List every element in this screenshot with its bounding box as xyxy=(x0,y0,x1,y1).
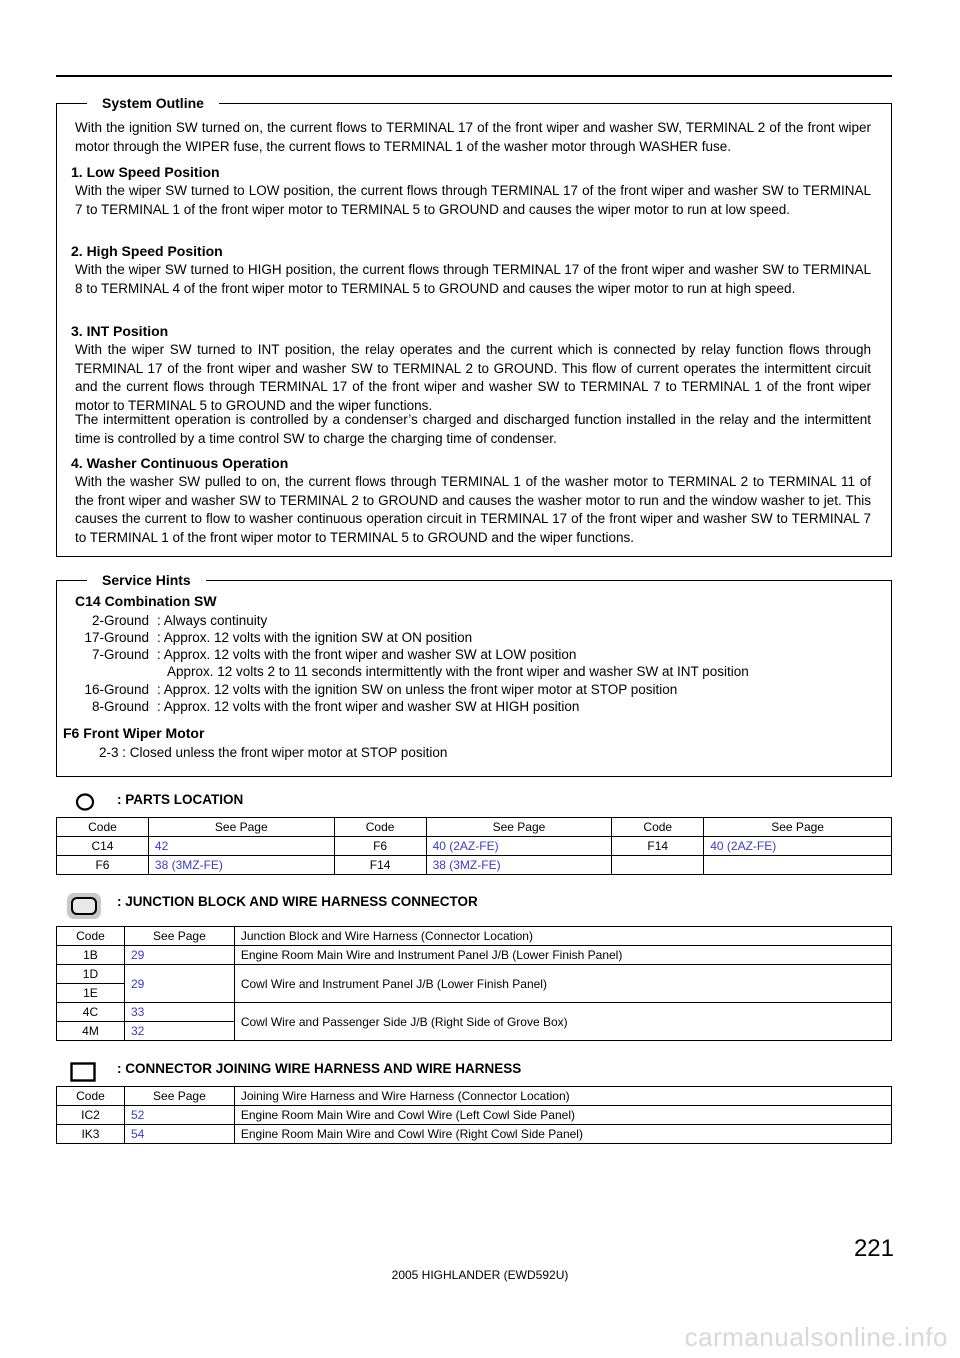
low-speed-heading: 1. Low Speed Position xyxy=(71,164,220,180)
code-cell: 1E xyxy=(57,984,125,1003)
header-code: Code xyxy=(57,927,125,946)
code-cell: IC2 xyxy=(57,1106,125,1125)
hint-term: 16-Ground xyxy=(84,682,149,697)
hint-text: Approx. 12 volts 2 to 11 seconds intermittently with the front wiper and washer SW at INT position xyxy=(167,664,749,679)
top-rule xyxy=(56,75,892,77)
hint-term: 17-Ground xyxy=(84,630,149,645)
junction-block-table xyxy=(56,926,892,1041)
page-link[interactable]: 40 (2AZ-FE) xyxy=(426,837,612,856)
hint-term: 7-Ground xyxy=(91,647,149,662)
washer-heading: 4. Washer Continuous Operation xyxy=(71,455,289,471)
int-heading: 3. INT Position xyxy=(71,323,169,339)
high-speed-heading: 2. High Speed Position xyxy=(71,243,223,259)
hint-text: : Always continuity xyxy=(157,613,268,628)
table-row xyxy=(57,946,892,965)
int-text: With the wiper SW turned to INT position, the relay operates and the current which is connected by relay function flows through TERMINAL 17 of the front wiper and washer SW to TERMINAL 2 to GROUND. This flow of current operates the intermittent circuit and the current flows through TERMINAL 17 of the front wiper and washer SW to TERMINAL 7 to TERMINAL 1 of the front wiper motor to TERMINAL 5 to GROUND and the wiper functions. xyxy=(75,342,871,413)
connector-joining-table xyxy=(56,1086,892,1144)
int-text-2: The intermittent operation is controlled by a condenser’s charged and discharged function installed in the relay and the intermittent time is controlled by a time control SW to charge the charging time of condenser. xyxy=(75,412,871,446)
header-code: Code xyxy=(334,818,426,837)
table-header-row xyxy=(57,818,892,837)
code-cell: C14 xyxy=(57,837,149,856)
c14-heading: C14 Combination SW xyxy=(75,593,217,609)
header-location: Joining Wire Harness and Wire Harness (Connector Location) xyxy=(234,1087,891,1106)
page-link[interactable]: 38 (3MZ-FE) xyxy=(426,856,612,875)
page-link[interactable]: 29 xyxy=(124,965,234,1003)
page-link[interactable]: 33 xyxy=(124,1003,234,1022)
code-cell: 1D xyxy=(57,965,125,984)
circle-icon xyxy=(74,792,96,812)
table-header-row xyxy=(57,1087,892,1106)
parts-location-table xyxy=(56,817,892,875)
code-cell: F6 xyxy=(334,837,426,856)
service-hints-title: Service Hints xyxy=(87,571,206,589)
location-cell: Cowl Wire and Instrument Panel J/B (Lower Finish Panel) xyxy=(234,965,891,1003)
service-hints-box xyxy=(56,572,892,777)
page-link[interactable]: 54 xyxy=(124,1125,234,1144)
page-number: 221 xyxy=(853,1235,894,1262)
code-cell: F6 xyxy=(57,856,149,875)
code-cell: F14 xyxy=(612,837,704,856)
page-link[interactable]: 38 (3MZ-FE) xyxy=(148,856,334,875)
footer: 2005 HIGHLANDER (EWD592U) xyxy=(391,1268,569,1282)
code-cell: 4C xyxy=(57,1003,125,1022)
parts-location-label: : PARTS LOCATION xyxy=(117,792,244,807)
hint-text: : Approx. 12 volts with the ignition SW on unless the front wiper motor at STOP position xyxy=(157,682,678,697)
table-row xyxy=(57,965,892,984)
table-header-row xyxy=(57,927,892,946)
f6-hint: 2-3 : Closed unless the front wiper motor at STOP position xyxy=(99,745,448,760)
page-link[interactable]: 42 xyxy=(148,837,334,856)
code-cell: IK3 xyxy=(57,1125,125,1144)
header-see-page: See Page xyxy=(148,818,334,837)
table-row xyxy=(57,1125,892,1144)
header-code: Code xyxy=(57,1087,125,1106)
header-see-page: See Page xyxy=(124,1087,234,1106)
page-link[interactable]: 32 xyxy=(124,1022,234,1041)
system-outline-title: System Outline xyxy=(87,94,219,112)
page-link[interactable]: 29 xyxy=(124,946,234,965)
table-row xyxy=(57,856,892,875)
washer-text: With the washer SW pulled to on, the current flows through TERMINAL 1 of the washer motor to TERMINAL 2 to TERMINAL 11 of the front wiper and washer SW to TERMINAL 2 to GROUND and causes the washer motor to run and the window washer to jet. This causes the current to flow to washer continuous operation circuit in TERMINAL 17 of the front wiper and washer SW to TERMINAL 7 to TERMINAL 1 of the front wiper motor to TERMINAL 5 to GROUND and the wiper functions. xyxy=(75,474,871,545)
code-cell: 4M xyxy=(57,1022,125,1041)
table-row xyxy=(57,1106,892,1125)
f6-heading: F6 Front Wiper Motor xyxy=(63,725,205,741)
watermark: carmanualsonline.info xyxy=(684,1322,948,1352)
header-see-page: See Page xyxy=(426,818,612,837)
hint-text: : Approx. 12 volts with the front wiper and washer SW at LOW position xyxy=(157,647,577,662)
system-outline-box xyxy=(56,95,892,557)
location-cell: Engine Room Main Wire and Instrument Panel J/B (Lower Finish Panel) xyxy=(234,946,891,965)
system-outline-intro: With the ignition SW turned on, the current flows to TERMINAL 17 of the front wiper and washer SW, TERMINAL 2 of the front wiper motor through the WIPER fuse, the current flows to TERMINAL 1 of the washer motor through WASHER fuse. xyxy=(75,120,871,154)
location-cell: Engine Room Main Wire and Cowl Wire (Right Cowl Side Panel) xyxy=(234,1125,891,1144)
hint-term: 8-Ground xyxy=(91,699,149,714)
location-cell: Engine Room Main Wire and Cowl Wire (Left Cowl Side Panel) xyxy=(234,1106,891,1125)
code-cell xyxy=(612,856,704,875)
code-cell: 1B xyxy=(57,946,125,965)
page-link xyxy=(704,856,892,875)
junction-block-label: : JUNCTION BLOCK AND WIRE HARNESS CONNECTOR xyxy=(117,894,478,909)
connector-joining-icon xyxy=(70,1062,96,1082)
header-see-page: See Page xyxy=(704,818,892,837)
junction-block-icon xyxy=(66,892,102,920)
header-code: Code xyxy=(57,818,149,837)
code-cell: F14 xyxy=(334,856,426,875)
header-see-page: See Page xyxy=(124,927,234,946)
page-link[interactable]: 40 (2AZ-FE) xyxy=(704,837,892,856)
hint-term: 2-Ground xyxy=(91,613,149,628)
table-row xyxy=(57,837,892,856)
low-speed-text: With the wiper SW turned to LOW position, the current flows through TERMINAL 17 of the front wiper and washer SW to TERMINAL 7 to TERMINAL 1 of the front wiper motor to TERMINAL 5 to GROUND and causes the wiper motor to run at low speed. xyxy=(75,183,871,217)
hint-text: : Approx. 12 volts with the ignition SW at ON position xyxy=(157,630,473,645)
connector-joining-label: : CONNECTOR JOINING WIRE HARNESS AND WIRE HARNESS xyxy=(117,1061,522,1076)
page-link[interactable]: 52 xyxy=(124,1106,234,1125)
hint-text: : Approx. 12 volts with the front wiper and washer SW at HIGH position xyxy=(157,699,580,714)
header-location: Junction Block and Wire Harness (Connector Location) xyxy=(234,927,891,946)
table-row xyxy=(57,1003,892,1022)
header-code: Code xyxy=(612,818,704,837)
location-cell: Cowl Wire and Passenger Side J/B (Right Side of Grove Box) xyxy=(234,1003,891,1041)
high-speed-text: With the wiper SW turned to HIGH position, the current flows through TERMINAL 17 of the front wiper and washer SW to TERMINAL 8 to TERMINAL 4 of the front wiper motor to TERMINAL 5 to GROUND and causes the wiper motor to run at high speed. xyxy=(75,262,871,296)
